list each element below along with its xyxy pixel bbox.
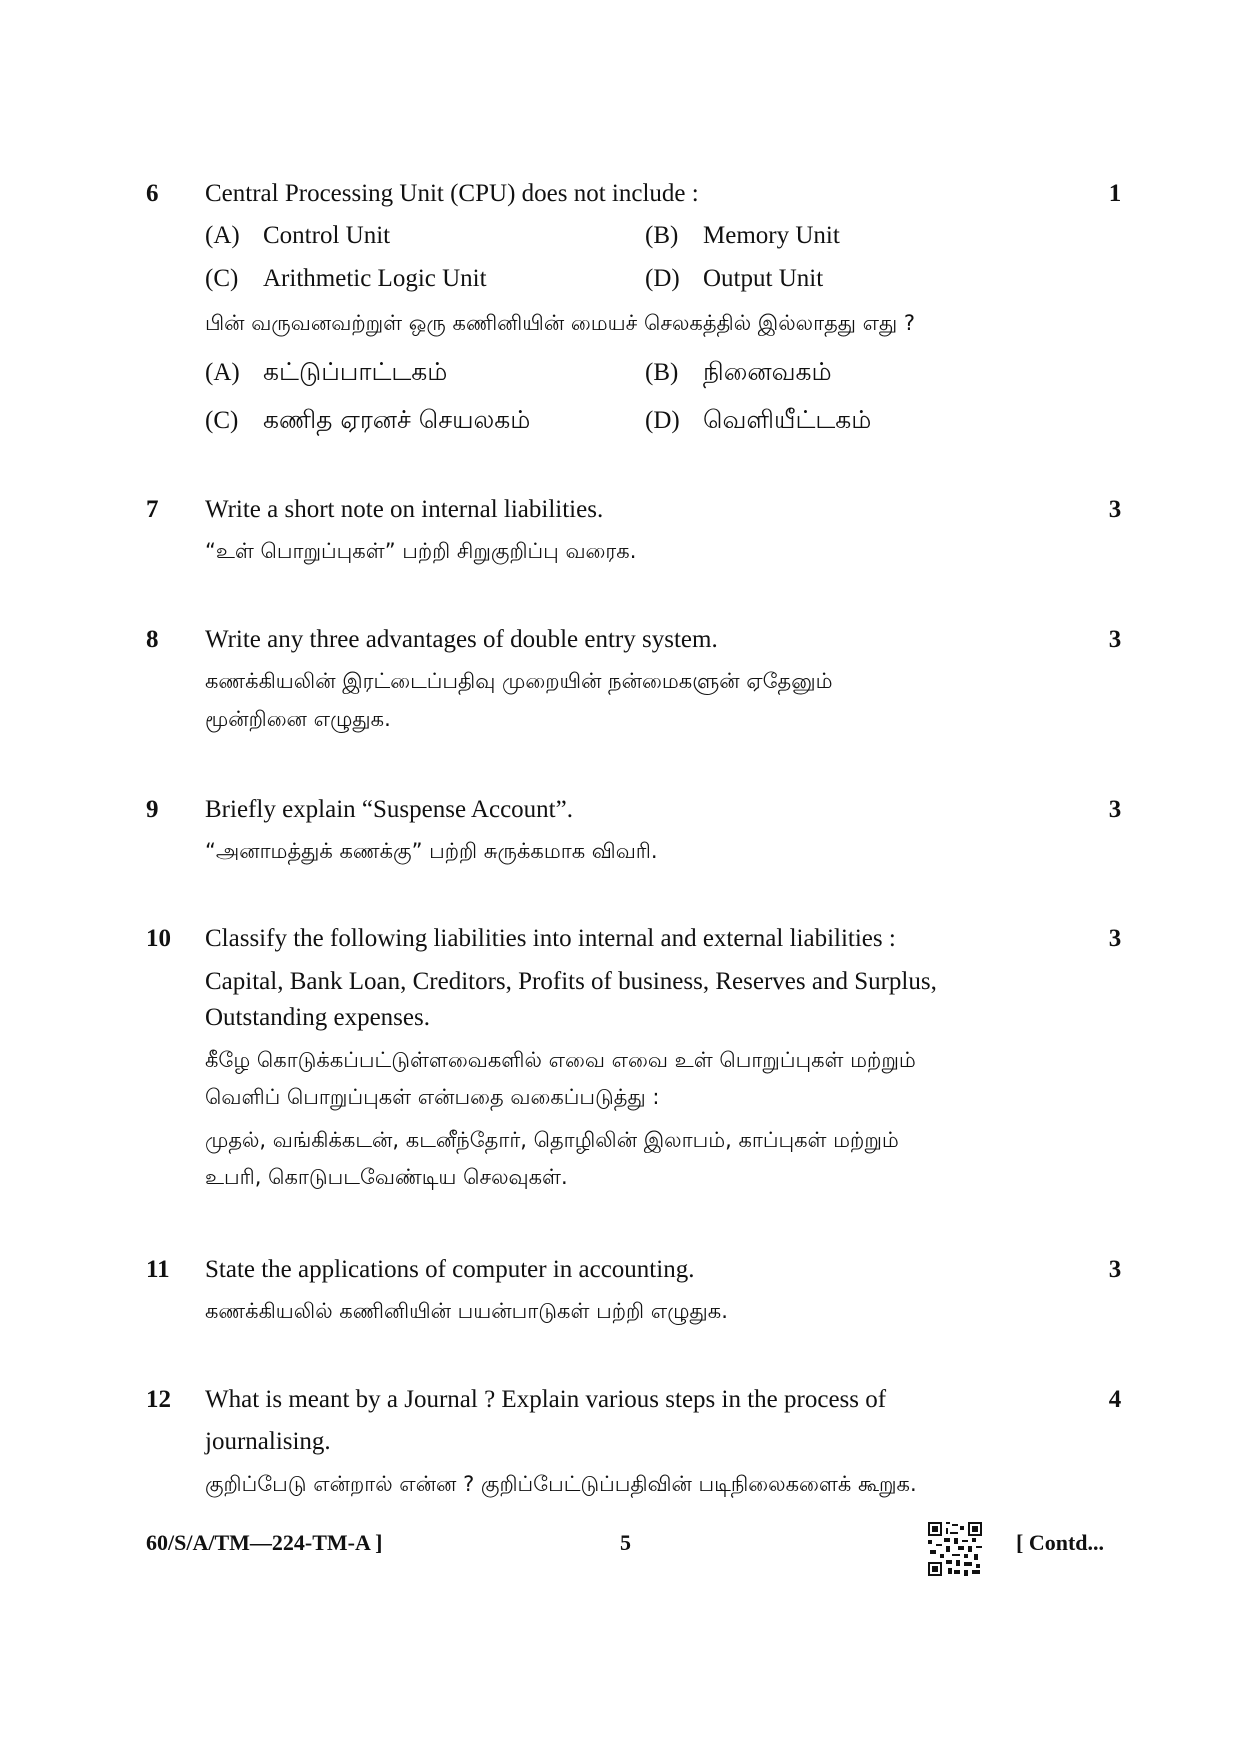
question-text-tamil-line-2: வெளிப் பொறுப்புகள் என்பதை வகைப்படுத்து : [205, 1085, 660, 1109]
question-marks: 1 [1108, 180, 1122, 207]
question-text-tamil-line-1: கணக்கியலின் இரட்டைப்பதிவு முறையின் நன்மைகளுன் ஏதேனும் [205, 669, 833, 693]
question-text-tamil: “உள் பொறுப்புகள்” பற்றி சிறுகுறிப்பு வரைக. [205, 539, 637, 563]
option-letter: (C) [205, 265, 239, 292]
qr-code-icon [928, 1522, 982, 1576]
option-c-tamil [205, 407, 530, 433]
option-text: கட்டுப்பாட்டகம் [263, 357, 448, 386]
question-text-tamil: “அனாமத்துக் கணக்கு” பற்றி சுருக்கமாக விவரி. [205, 839, 658, 863]
question-text: Write any three advantages of double entry system. [205, 626, 718, 653]
option-text: வெளியீட்டகம் [703, 405, 872, 434]
option-a-tamil [205, 359, 447, 385]
option-text: Control Unit [263, 222, 391, 249]
question-number: 8 [146, 626, 159, 653]
option-a [205, 223, 390, 248]
question-text-tamil-line-3: முதல், வங்கிக்கடன், கடனீந்தோர், தொழிலின் இலாபம், காப்புகள் மற்றும் [205, 1128, 899, 1152]
question-text: Briefly explain “Suspense Account”. [205, 796, 573, 823]
option-text: கணித ஏரனச் செயலகம் [263, 405, 531, 434]
question-text: Central Processing Unit (CPU) does not include : [205, 180, 699, 207]
option-letter: (C) [205, 407, 239, 434]
question-number: 9 [146, 796, 159, 823]
option-text: Arithmetic Logic Unit [263, 265, 487, 292]
question-number: 11 [146, 1256, 170, 1283]
question-marks: 4 [1108, 1386, 1122, 1413]
page-footer [0, 1522, 1240, 1582]
question-marks: 3 [1108, 796, 1122, 823]
option-text: Output Unit [703, 265, 824, 292]
question-text-tamil-line-2: மூன்றினை எழுதுக. [205, 707, 391, 731]
option-text: Memory Unit [703, 222, 840, 249]
option-letter: (D) [645, 265, 680, 292]
page-number: 5 [620, 1530, 631, 1555]
question-text-tamil: பின் வருவனவற்றுள் ஒரு கணினியின் மையச் செலகத்தில் இல்லாதது எது ? [205, 311, 916, 335]
question-number: 7 [146, 496, 159, 523]
paper-code: 60/S/A/TM—224-TM-A ] [146, 1530, 383, 1555]
option-letter: (D) [645, 407, 680, 434]
question-text-line-2: journalising. [205, 1428, 331, 1455]
question-text-line-3: Outstanding expenses. [205, 1004, 430, 1031]
option-letter: (B) [645, 359, 679, 386]
question-number: 10 [146, 925, 171, 952]
option-text: நினைவகம் [703, 357, 832, 386]
question-text-tamil-line-1: கீழே கொடுக்கப்பட்டுள்ளவைகளில் எவை எவை உள் பொறுப்புகள் மற்றும் [205, 1048, 916, 1072]
question-text-tamil: குறிப்பேடு என்றால் என்ன ? குறிப்பேட்டுப்பதிவின் படிநிலைகளைக் கூறுக. [205, 1472, 917, 1496]
option-b-tamil [645, 359, 832, 385]
question-marks: 3 [1108, 496, 1122, 523]
question-marks: 3 [1108, 1256, 1122, 1283]
question-text-line-2: Capital, Bank Loan, Creditors, Profits of business, Reserves and Surplus, [205, 968, 937, 995]
option-b [645, 223, 840, 248]
option-letter: (B) [645, 222, 679, 249]
question-text-tamil-line-4: உபரி, கொடுபடவேண்டிய செலவுகள். [205, 1165, 568, 1189]
question-number: 6 [146, 180, 159, 207]
question-number: 12 [146, 1386, 171, 1413]
question-text: Write a short note on internal liabilities. [205, 496, 604, 523]
option-letter: (A) [205, 222, 240, 249]
question-text-tamil: கணக்கியலில் கணினியின் பயன்பாடுகள் பற்றி எழுதுக. [205, 1299, 728, 1323]
continued-label: [ Contd... [1016, 1530, 1105, 1555]
question-marks: 3 [1108, 925, 1122, 952]
option-d [645, 266, 823, 291]
option-d-tamil [645, 407, 871, 433]
option-c [205, 266, 487, 291]
question-text-line-1: What is meant by a Journal ? Explain various steps in the process of [205, 1386, 887, 1413]
question-marks: 3 [1108, 626, 1122, 653]
question-text: State the applications of computer in accounting. [205, 1256, 695, 1283]
option-letter: (A) [205, 359, 240, 386]
question-text: Classify the following liabilities into internal and external liabilities : [205, 925, 896, 952]
